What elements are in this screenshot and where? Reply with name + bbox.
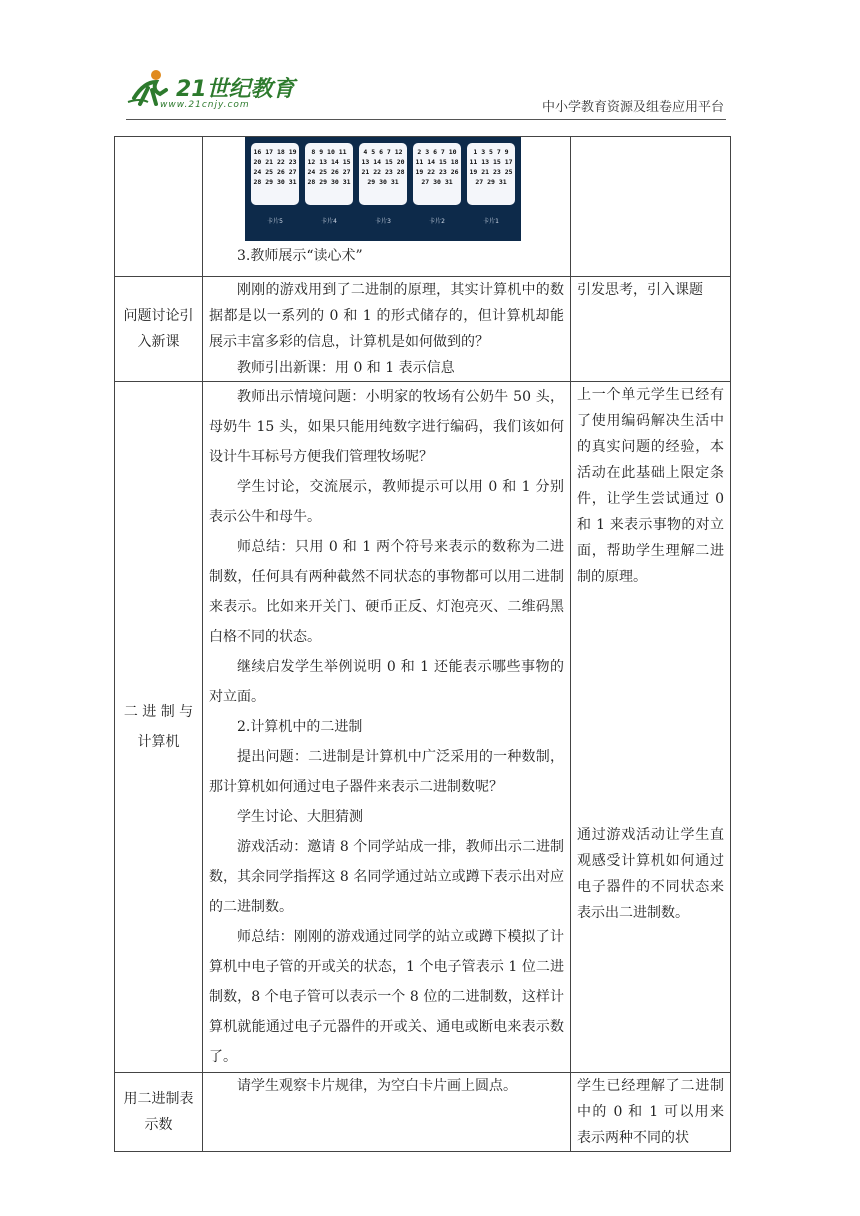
table-row [115, 277, 731, 382]
binary-numbers-note: 学生已经理解了二进制中的 0 和 1 可以用来表示两种不同的状 [577, 1078, 724, 1146]
row3-note-cell [571, 382, 731, 1073]
card-label: 卡片3 [375, 218, 391, 225]
row-label-binary-numbers: 用二进制表示数 [115, 1073, 203, 1152]
table-row [115, 382, 731, 1073]
scenario-question: 教师出示情境问题：小明家的牧场有公奶牛 50 头，母奶牛 15 头，如果只能用纯数字进行编码，我们该如何设计牛耳标号方便我们管理牧场呢？ [209, 389, 564, 465]
caption-reading-mind: 3.教师展示“读心术” [237, 248, 363, 264]
mind-reading-cards-image [245, 137, 521, 241]
card [413, 143, 461, 235]
row2-content-cell [203, 277, 571, 382]
card-numbers: 8 9 10 11 12 13 14 15 24 25 26 27 28 29 30 31 [305, 143, 353, 205]
table-row [115, 137, 731, 277]
further-examples: 继续启发学生举例说明 0 和 1 还能表示哪些事物的对立面。 [209, 659, 564, 705]
teacher-summary-tubes: 师总结：刚刚的游戏通过同学的站立或蹲下模拟了计算机中电子管的开或关的状态，1 个电子管表示 1 位二进制数，8 个电子管可以表示一个 8 位的二进制数，这样计算机就能通过电子元器件的开或关、通电或断电来表示数了。 [209, 929, 564, 1065]
card-label: 卡片4 [321, 218, 337, 225]
row1-content-cell [203, 137, 571, 277]
game-note: 通过游戏活动让学生直观感受计算机如何通过电子器件的不同状态来表示出二进制数。 [577, 827, 724, 921]
card [467, 143, 515, 235]
platform-title: 中小学教育资源及组卷应用平台 [541, 100, 724, 115]
card-numbers: 4 5 6 7 12 13 14 15 20 21 22 23 28 29 30 31 [359, 143, 407, 205]
row3-content-cell [203, 382, 571, 1073]
card-label: 卡片1 [483, 218, 499, 225]
lesson-table [114, 136, 731, 1152]
card [359, 143, 407, 235]
logo-text: 21世纪教育 [176, 77, 295, 102]
game-activity: 游戏活动：邀请 8 个同学站成一排，教师出示二进制数，其余同学指挥这 8 名同学通过站立或蹲下表示出对应的二进制数。 [209, 839, 564, 915]
card [305, 143, 353, 235]
header-divider [126, 119, 726, 120]
binary-note: 上一个单元学生已经有了使用编码解决生活中的真实问题的经验，本活动在此基础上限定条件，让学生尝试通过 0 和 1 来表示事物的对立面，帮助学生理解二进制的原理。 [577, 387, 724, 585]
page-header [0, 0, 860, 130]
card-numbers: 2 3 6 7 10 11 14 15 18 19 22 23 26 27 30 31 [413, 143, 461, 205]
row2-note-cell [571, 277, 731, 382]
intro-paragraph: 刚刚的游戏用到了二进制的原理，其实计算机中的数据都是以一系列的 0 和 1 的形式储存的，但计算机却能展示丰富多彩的信息，计算机是如何做到的？ [209, 282, 564, 350]
card-observation: 请学生观察卡片规律，为空白卡片画上圆点。 [237, 1078, 517, 1094]
card-numbers: 16 17 18 19 20 21 22 23 24 25 26 27 28 29 30 31 [251, 143, 299, 205]
section-binary-in-computer: 2.计算机中的二进制 [237, 719, 363, 735]
logo [126, 68, 296, 116]
card-numbers: 1 3 5 7 9 11 13 15 17 19 21 23 25 27 29 31 [467, 143, 515, 205]
card-label: 卡片5 [267, 218, 283, 225]
intro-new-lesson: 教师引出新课：用 0 和 1 表示信息 [237, 360, 455, 376]
intro-note: 引发思考，引入课题 [577, 282, 703, 298]
student-guess: 学生讨论、大胆猜测 [237, 809, 363, 825]
logo-url: www.21cnjy.com [160, 100, 250, 110]
row-label-intro: 问题讨论引入新课 [115, 277, 203, 382]
student-discussion: 学生讨论，交流展示，教师提示可以用 0 和 1 分别表示公牛和母牛。 [209, 479, 564, 525]
row1-note-cell [571, 137, 731, 277]
row4-note-cell [571, 1073, 731, 1152]
card-label: 卡片2 [429, 218, 445, 225]
row-label-binary-computer: 二 进 制 与 计算机 [115, 382, 203, 1073]
question-electronic-devices: 提出问题：二进制是计算机中广泛采用的一种数制，那计算机如何通过电子器件来表示二进制数呢？ [209, 749, 564, 795]
teacher-summary-binary: 师总结：只用 0 和 1 两个符号来表示的数称为二进制数，任何具有两种截然不同状态的事物都可以用二进制来表示。比如来开关门、硬币正反、灯泡亮灭、二维码黑白格不同的状态。 [209, 539, 564, 645]
card [251, 143, 299, 235]
table-row [115, 1073, 731, 1152]
row4-content-cell [203, 1073, 571, 1152]
row1-label-cell [115, 137, 203, 277]
